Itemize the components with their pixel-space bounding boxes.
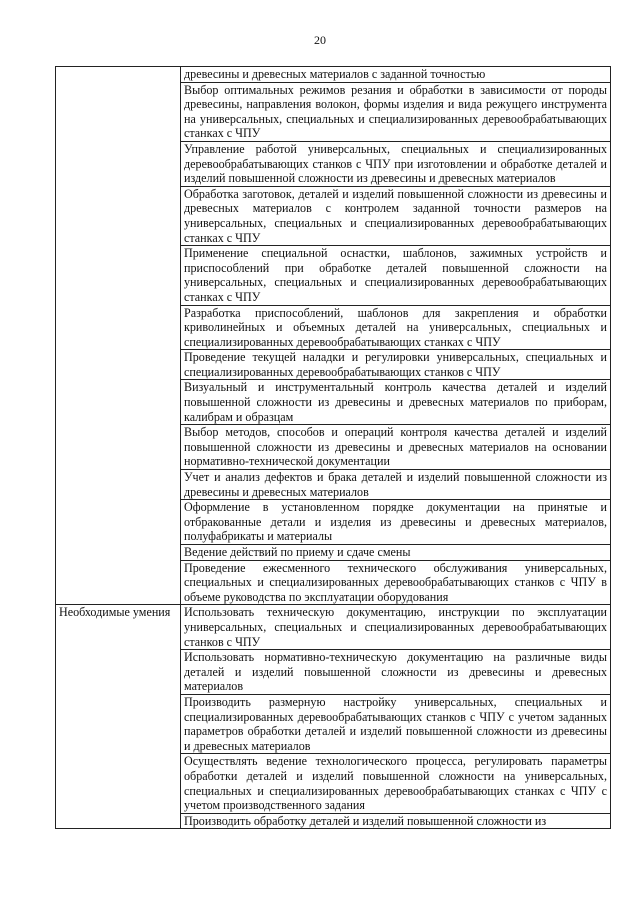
skills-section-item: Производить размерную настройку универсальных, специальных и специализированных деревообрабатывающих станков с ЧПУ с учетом заданных параметров обработки деталей и изделий повышенной сложности из древесины и древесных материалов	[181, 694, 611, 753]
first-section-item: Учет и анализ дефектов и брака деталей и изделий повышенной сложности из древесины и древесных материалов	[181, 470, 611, 500]
first-section-item: Применение специальной оснастки, шаблонов, зажимных устройств и приспособлений при обработке деталей повышенной сложности на универсальных, специальных и специализированных деревообрабатывающих станках с ЧПУ	[181, 246, 611, 305]
first-section-item: древесины и древесных материалов с заданной точностью	[181, 67, 611, 83]
first-section-item: Выбор оптимальных режимов резания и обработки в зависимости от породы древесины, направления волокон, формы изделия и вида режущего инструмента на универсальных, специальных и специализированных деревообрабатывающих станках с ЧПУ	[181, 82, 611, 141]
requirements-table-body	[56, 67, 611, 829]
skills-section-item: Производить обработку деталей и изделий повышенной сложности из	[181, 813, 611, 829]
first-section-item: Визуальный и инструментальный контроль качества деталей и изделий повышенной сложности из древесины и древесных материалов по приборам, калибрам и образцам	[181, 380, 611, 425]
skills-section-item: Использовать техническую документацию, инструкции по эксплуатации универсальных, специальных и специализированных деревообрабатывающих станков с ЧПУ	[181, 605, 611, 650]
skills-section-item: Осуществлять ведение технологического процесса, регулировать параметры обработки деталей и изделий повышенной сложности на универсальных, специальных и специализированных деревообрабатывающих станках с ЧПУ с учетом производственного задания	[181, 754, 611, 813]
requirements-table	[55, 66, 611, 829]
first-section-item: Оформление в установленном порядке документации на принятые и отбракованные детали и изделия из древесины и древесных материалов, полуфабрикаты и материалы	[181, 500, 611, 545]
skills-section-item: Использовать нормативно-техническую документацию на различные виды деталей и изделий повышенной сложности из древесины и древесных материалов	[181, 650, 611, 695]
first-section-item: Ведение действий по приему и сдаче смены	[181, 545, 611, 561]
first-section-item: Проведение ежесменного технического обслуживания универсальных, специальных и специализированных деревообрабатывающих станков с ЧПУ в объеме руководства по эксплуатации оборудования	[181, 560, 611, 605]
first-section-item: Проведение текущей наладки и регулировки универсальных, специальных и специализированных деревообрабатывающих станков с ЧПУ	[181, 350, 611, 380]
first-section-row	[56, 67, 611, 83]
first-section-item: Обработка заготовок, деталей и изделий повышенной сложности из древесины и древесных материалов с контролем заданной точности размеров на универсальных, специальных и специализированных деревообрабатывающих станках с ЧПУ	[181, 186, 611, 245]
skills-section-label: Необходимые умения	[56, 605, 181, 829]
first-section-item: Выбор методов, способов и операций контроля качества деталей и изделий повышенной сложности из древесины и древесных материалов на основании нормативно-технической документации	[181, 425, 611, 470]
first-section-label	[56, 67, 181, 605]
page-number: 20	[314, 33, 326, 47]
first-section-item: Управление работой универсальных, специальных и специализированных деревообрабатывающих станков с ЧПУ при изготовлении и обработке деталей и изделий повышенной сложности из древесины и древесных материалов	[181, 141, 611, 186]
skills-section-row	[56, 605, 611, 650]
first-section-item: Разработка приспособлений, шаблонов для закрепления и обработки криволинейных и объемных деталей на универсальных, специальных и специализированных деревообрабатывающих станках с ЧПУ	[181, 305, 611, 350]
